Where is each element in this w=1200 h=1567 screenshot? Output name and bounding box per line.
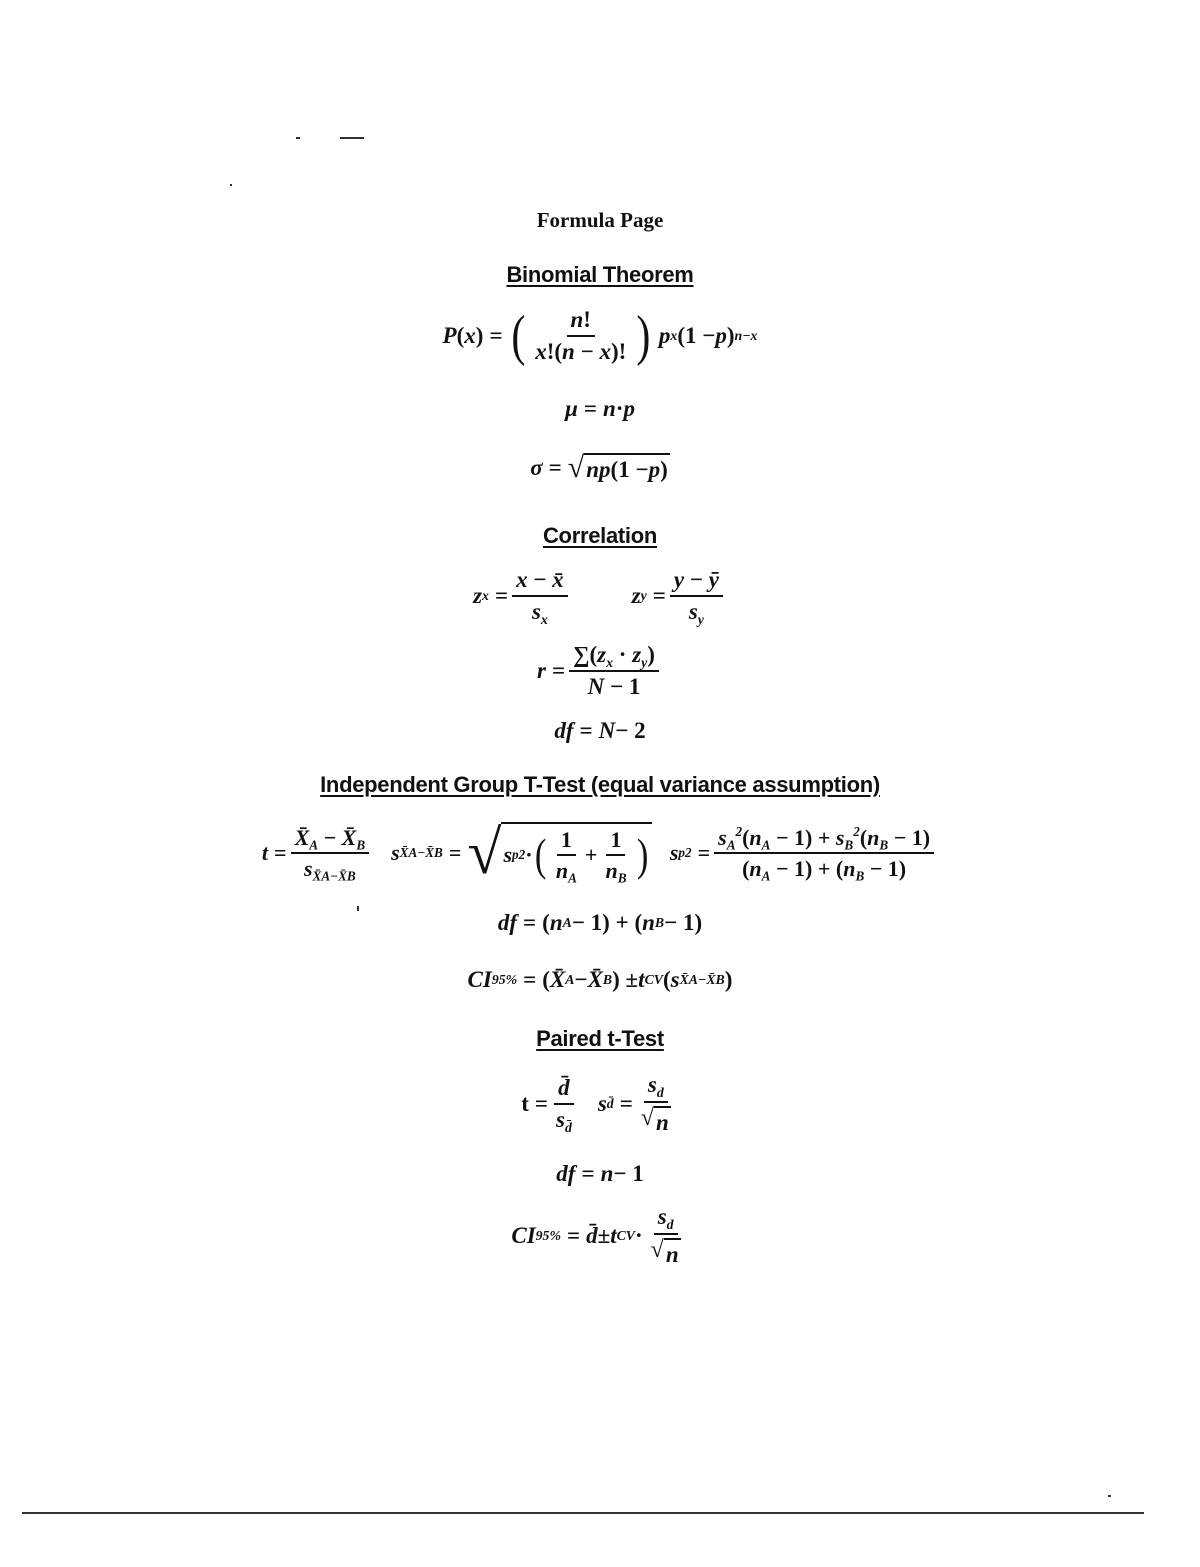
formula-binomial-sd: σ = √ np (1 − p ) — [530, 451, 668, 484]
formula-paired-t: t = $\frac{d̄}{s_{d̄}}$ s d̄ = $s_d$ √ n — [521, 1072, 669, 1135]
scan-speck — [1108, 1495, 1111, 1497]
bottom-scan-rule — [22, 1512, 1144, 1514]
scan-speck — [296, 137, 300, 139]
heading-paired-t-test: Paired t-Test — [536, 1026, 664, 1051]
scan-speck — [230, 184, 232, 186]
formula-z-scores: z x = $\frac{x - x̄}{s_x}$ z y = $\frac{y - ȳ}{s_y}$ — [0, 568, 1200, 624]
formula-correlation-df: df = N − 2 — [554, 718, 646, 743]
formula-correlation-r: r = $\frac{\sum(z_x \cdot z_y)}{N - 1}$ — [0, 642, 1200, 700]
formula-independent-t: t = $\frac{X̄_A - X̄_B}{s_{X̄A-X̄B}}$ s X̄A−X̄B = √ s p 2 · ( $\frac{1}{n_A}$ + $\frac{1}{n_B}$ ) s p 2 = $\frac{s_A^2(n_A - 1) + s_B^2(n_B - 1)}{(n_A - 1) + (n_B - 1)}$ — [0, 816, 1200, 890]
page-title: Formula Page — [536, 208, 664, 232]
formula-paired-df: df = n − 1 — [556, 1161, 644, 1186]
formula-independent-df: df = ( n A − 1) + ( n B − 1) — [497, 910, 703, 935]
formula-binomial-mean: μ = n · p — [565, 396, 635, 421]
heading-binomial-theorem: Binomial Theorem — [506, 262, 694, 287]
heading-correlation: Correlation — [542, 523, 658, 548]
heading-independent-t-test: Independent Group T-Test (equal variance assumption) — [320, 772, 880, 797]
scan-speck — [340, 137, 364, 139]
formula-paired-ci: CI 95% = d̄ ± t CV · $s_d$ √ n — [511, 1204, 679, 1267]
formula-binomial-probability: P ( x ) = ( $\frac{n!}{x!(n - x)!}$ ) p x (1 − p ) n−x — [442, 305, 758, 367]
formula-independent-ci: CI 95% = ( X̄ A − X̄ B ) ± t CV ( s X̄A−X̄B ) — [467, 967, 733, 992]
